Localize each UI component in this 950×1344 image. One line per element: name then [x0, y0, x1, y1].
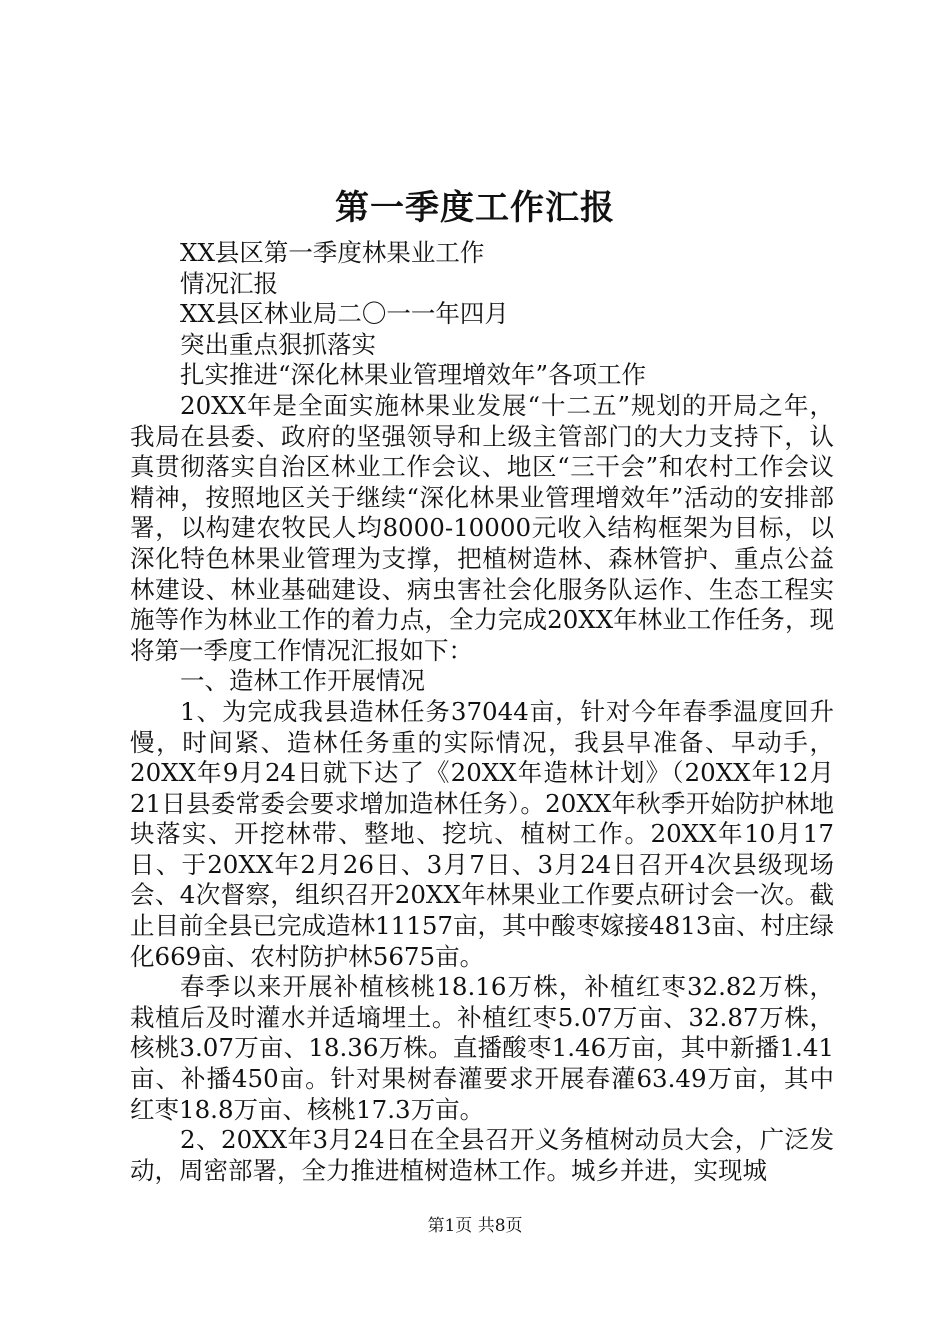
header-line-slogan-2: 扎实推进“深化林果业管理增效年”各项工作: [180, 360, 647, 390]
section-heading-afforestation: 一、造林工作开展情况: [180, 666, 425, 696]
header-line-author-date: XX县区林业局二〇一一年四月: [180, 299, 509, 329]
document-body: [130, 238, 834, 1186]
paragraph-replanting: 春季以来开展补植核桃18.16万株，补植红枣32.82万株，栽植后及时灌水并适墒埋土。补植红枣5.07万亩、32.87万株，核桃3.07万亩、18.36万株。直播酸枣1.46万亩，其中新播1.41亩、补播450亩。针对果树春灌要求开展春灌63.49万亩，其中红枣18.8万亩、核桃17.3万亩。: [130, 972, 834, 1124]
document-title: 第一季度工作汇报: [335, 188, 615, 228]
header-line-slogan-1: 突出重点狠抓落实: [180, 329, 376, 359]
paragraph-intro: 20XX年是全面实施林果业发展“十二五”规划的开局之年，我局在县委、政府的坚强领导和上级主管部门的大力支持下，认真贯彻落实自治区林业工作会议、地区“三干会”和农村工作会议精神，按照地区关于继续“深化林果业管理增效年”活动的安排部署，以构建农牧民人均8000-10000元收入结构框架为目标，以深化特色林果业管理为支撑，把植树造林、森林管护、重点公益林建设、林业基础建设、病虫害社会化服务队运作、生态工程实施等作为林业工作的着力点，全力完成20XX年林业工作任务，现将第一季度工作情况汇报如下：: [130, 390, 834, 665]
header-line-report: 情况汇报: [180, 268, 278, 298]
paragraph-afforestation-1: 1、为完成我县造林任务37044亩，针对今年春季温度回升慢，时间紧、造林任务重的实际情况，我县早准备、早动手，20XX年9月24日就下达了《20XX年造林计划》（20XX年12月21日县委常委会要求增加造林任务）。20XX年秋季开始防护林地块落实、开挖林带、整地、挖坑、植树工作。20XX年10月17日、于20XX年2月26日、3月7日、3月24日召开4次县级现场会、4次督察，组织召开20XX年林果业工作要点研讨会一次。截止目前全县已完成造林11157亩，其中酸枣嫁接4813亩、村庄绿化669亩、农村防护林5675亩。: [130, 696, 834, 971]
header-line-unit: XX县区第一季度林果业工作: [180, 238, 485, 267]
paragraph-afforestation-2: 2、20XX年3月24日在全县召开义务植树动员大会，广泛发动，周密部署，全力推进植树造林工作。城乡并进，实现城: [130, 1125, 834, 1185]
page-number-footer: 第1页 共8页: [427, 1216, 523, 1236]
